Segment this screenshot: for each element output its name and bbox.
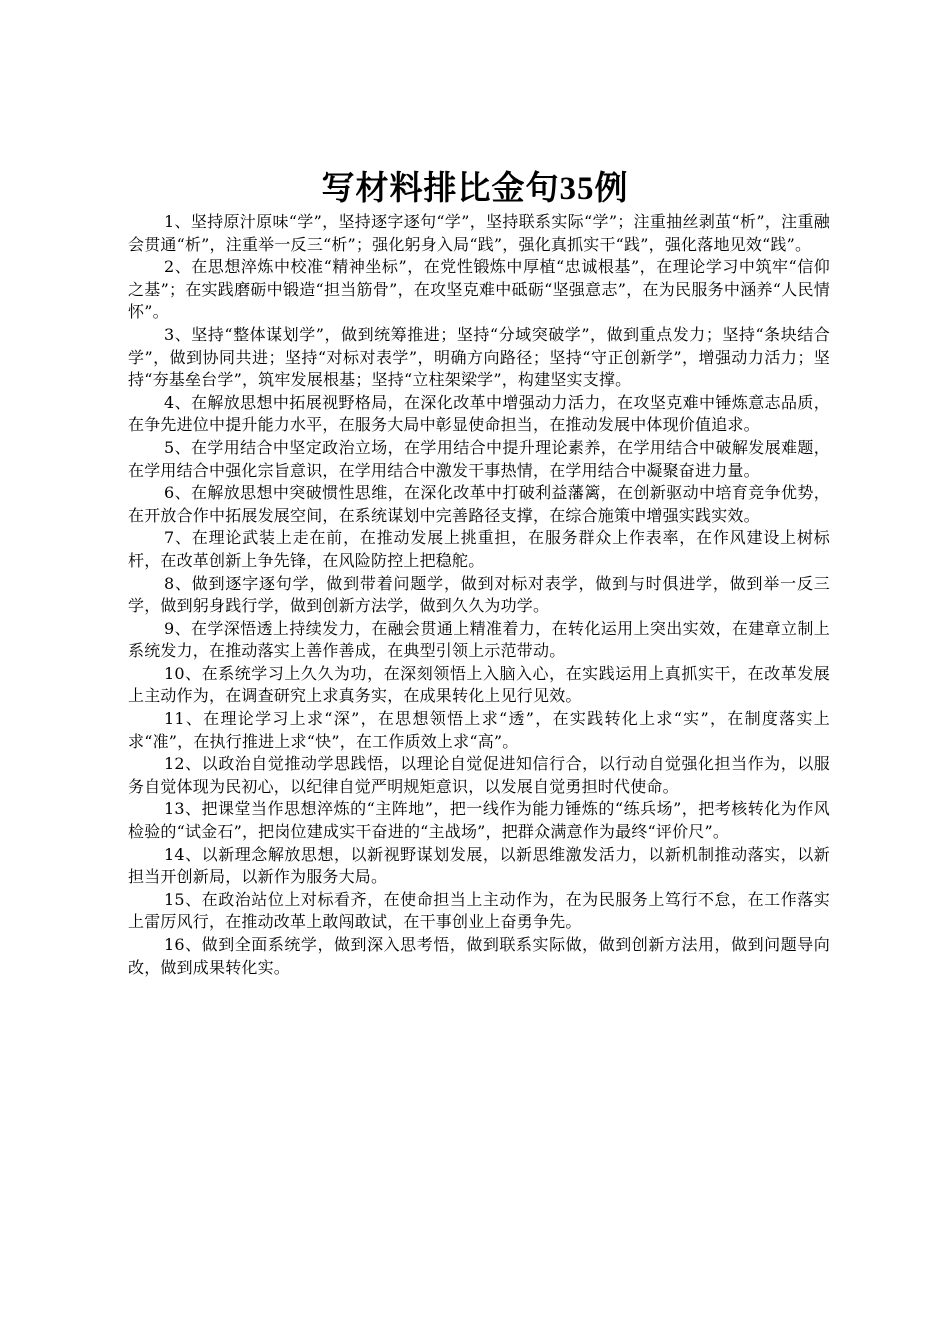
paragraph-1: 1、坚持原汁原味“学”，坚持逐字逐句“学”，坚持联系实际“学”；注重抽丝剥茧“析”，注重融会贯通“析”，注重举一反三“析”；强化躬身入局“践”，强化真抓实干“践”，强化落地见效“践”。 [128,212,830,254]
paragraph-5: 5、在学用结合中坚定政治立场，在学用结合中提升理论素养，在学用结合中破解发展难题，在学用结合中强化宗旨意识，在学用结合中激发干事热情，在学用结合中凝聚奋进力量。 [128,437,830,480]
paragraph-10: 10、在系统学习上久久为功，在深刻领悟上入脑入心，在实践运用上真抓实干，在改革发展上主动作为，在调查研究上求真务实，在成果转化上见行见效。 [128,663,830,706]
paragraph-2: 2、在思想淬炼中校准“精神坐标”，在党性锻炼中厚植“忠诚根基”，在理论学习中筑牢“信仰之基”；在实践磨砺中锻造“担当筋骨”，在攻坚克难中砥砺“坚强意志”，在为民服务中涵养“人民情怀”。 [128,257,830,322]
paragraph-3: 3、坚持“整体谋划学”，做到统筹推进；坚持“分域突破学”，做到重点发力；坚持“条块结合学”，做到协同共进；坚持“对标对表学”，明确方向路径；坚持“守正创新学”，增强动力活力；坚持“夯基垒台学”，筑牢发展根基；坚持“立柱架梁学”，构建坚实支撑。 [128,324,830,390]
title-number: 35 [559,171,595,207]
title-prefix: 写材料排比金句 [321,168,560,207]
paragraph-13: 13、把课堂当作思想淬炼的“主阵地”，把一线作为能力锤炼的“练兵场”，把考核转化为作风检验的“试金石”，把岗位建成实干奋进的“主战场”，把群众满意作为最终“评价尺”。 [128,799,830,842]
paragraph-9: 9、在学深悟透上持续发力，在融会贯通上精准着力，在转化运用上突出实效，在建章立制上系统发力，在推动落实上善作善成，在典型引领上示范带动。 [128,618,830,661]
paragraph-8: 8、做到逐字逐句学，做到带着问题学，做到对标对表学，做到与时俱进学，做到举一反三学，做到躬身践行学，做到创新方法学，做到久久为功学。 [128,573,830,616]
document-body [128,211,830,979]
paragraph-16: 16、做到全面系统学，做到深入思考悟，做到联系实际做，做到创新方法用，做到问题导向改，做到成果转化实。 [128,935,830,977]
document-title [0,168,950,209]
paragraph-12: 12、以政治自觉推动学思践悟，以理论自觉促进知信行合，以行动自觉强化担当作为，以服务自觉体现为民初心，以纪律自觉严明规矩意识，以发展自觉勇担时代使命。 [128,754,830,796]
paragraph-15: 15、在政治站位上对标看齐，在使命担当上主动作为，在为民服务上笃行不怠，在工作落实上雷厉风行，在推动改革上敢闯敢试，在干事创业上奋勇争先。 [128,889,830,932]
paragraph-7: 7、在理论武装上走在前，在推动发展上挑重担，在服务群众上作表率，在作风建设上树标杆，在改革创新上争先锋，在风险防控上把稳舵。 [128,528,830,570]
title-suffix: 例 [594,168,629,207]
paragraph-6: 6、在解放思想中突破惯性思维，在深化改革中打破利益藩篱，在创新驱动中培育竞争优势，在开放合作中拓展发展空间，在系统谋划中完善路径支撑，在综合施策中增强实践实效。 [128,483,830,525]
paragraph-4: 4、在解放思想中拓展视野格局，在深化改革中增强动力活力，在攻坚克难中锤炼意志品质，在争先进位中提升能力水平，在服务大局中彰显使命担当，在推动发展中体现价值追求。 [128,392,830,435]
paragraph-14: 14、以新理念解放思想，以新视野谋划发展，以新思维激发活力，以新机制推动落实，以新担当开创新局，以新作为服务大局。 [128,844,830,887]
paragraph-11: 11、在理论学习上求“深”，在思想领悟上求“透”，在实践转化上求“实”，在制度落实上求“准”，在执行推进上求“快”，在工作质效上求“高”。 [128,709,830,751]
